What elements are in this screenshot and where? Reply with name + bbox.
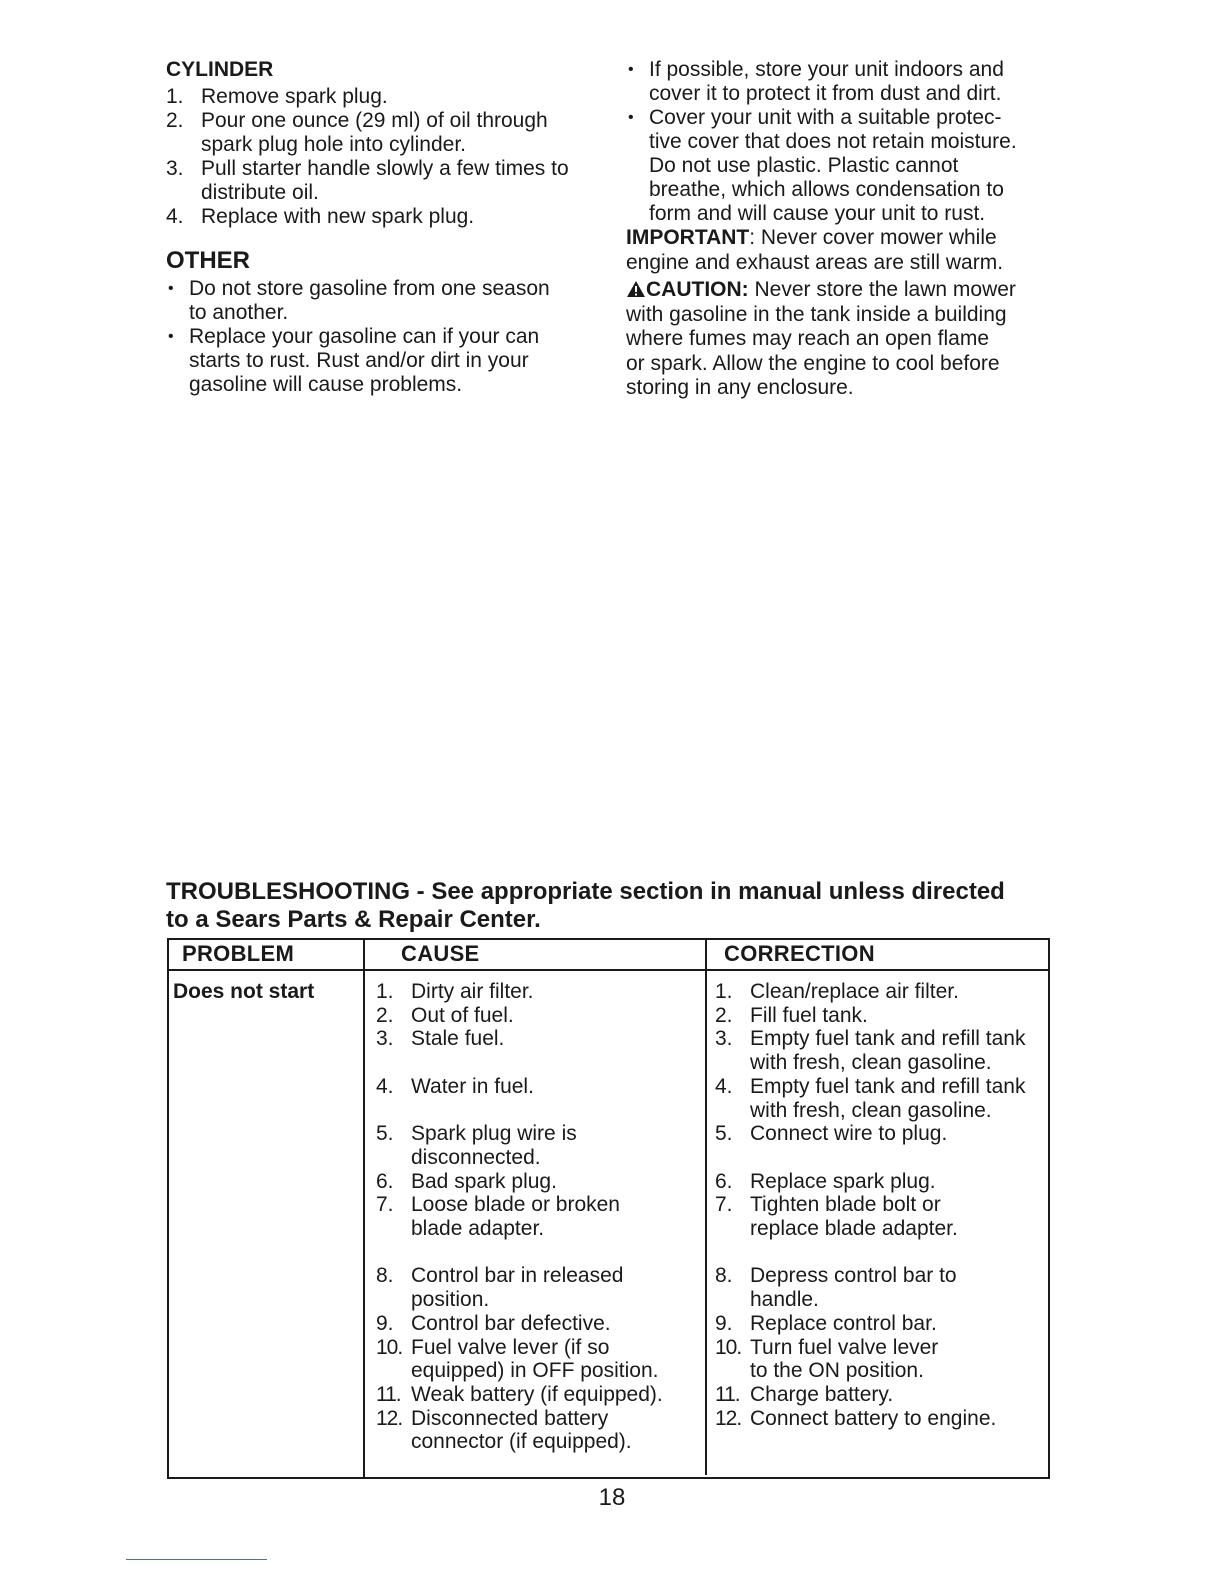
cause-item	[376, 1075, 706, 1122]
correction-item-number: 9.	[715, 1311, 733, 1335]
cause-item-line: Bad spark plug.	[411, 1169, 557, 1193]
cylinder-heading: CYLINDER	[166, 58, 274, 81]
cause-item	[376, 1004, 706, 1028]
cause-item-line: Dirty air filter.	[411, 980, 534, 1003]
correction-item	[715, 1336, 1045, 1383]
other-heading: OTHER	[166, 247, 250, 274]
other-bullet-line: to another.	[189, 301, 289, 324]
correction-item	[715, 1193, 1045, 1264]
storage-bullet-line: form and will cause your unit to rust.	[649, 202, 986, 225]
cause-item-number: 11.	[376, 1382, 401, 1406]
header-problem: PROBLEM	[182, 941, 295, 966]
correction-item-number: 2.	[715, 1003, 733, 1027]
correction-item	[715, 1122, 1045, 1169]
correction-item	[715, 1170, 1045, 1194]
cylinder-step-number: 3.	[166, 157, 184, 180]
cause-item	[376, 1193, 706, 1264]
cause-item	[376, 1407, 706, 1454]
cylinder-step-line: Remove spark plug.	[201, 85, 388, 108]
cause-item-line: Weak battery (if equipped).	[411, 1382, 663, 1406]
cause-item-number: 7.	[376, 1193, 394, 1217]
cause-item	[376, 1170, 706, 1194]
cause-item-line: disconnected.	[411, 1145, 541, 1169]
cause-item-number: 5.	[376, 1122, 394, 1146]
correction-item	[715, 1004, 1045, 1028]
storage-bullets	[626, 58, 1066, 226]
cause-item-line: position.	[411, 1288, 490, 1312]
cylinder-step-line: distribute oil.	[201, 181, 319, 204]
cause-item	[376, 1336, 706, 1383]
troubleshooting-title	[166, 878, 1066, 934]
cause-item-line	[411, 1241, 417, 1264]
cause-item-line	[411, 1051, 417, 1074]
storage-bullet-line: breathe, which allows condensation to	[649, 178, 1004, 201]
correction-item-line	[750, 1146, 756, 1169]
correction-item-number: 8.	[715, 1264, 733, 1288]
cause-item	[376, 1027, 706, 1074]
cause-item-number: 3.	[376, 1027, 394, 1051]
correction-item-line: Connect battery to engine.	[750, 1406, 997, 1430]
correction-item-number: 12.	[715, 1406, 742, 1430]
cause-item-line: blade adapter.	[411, 1217, 545, 1241]
cause-item-number: 2.	[376, 1003, 394, 1027]
bullet-icon: •	[628, 109, 634, 126]
important-note	[626, 226, 1066, 275]
correction-item-line: Charge battery.	[750, 1382, 894, 1406]
bullet-icon: •	[168, 328, 174, 345]
left-column	[166, 58, 606, 397]
important-line-1: engine and exhaust areas are still warm.	[626, 250, 1004, 274]
correction-item-number: 10.	[715, 1335, 742, 1359]
other-bullet	[166, 325, 606, 397]
correction-item-line: to the ON position.	[750, 1359, 924, 1383]
cause-item-line: Disconnected battery	[411, 1406, 609, 1430]
storage-bullet-line: Cover your unit with a suitable protec-	[649, 106, 1002, 129]
cause-item	[376, 1312, 706, 1336]
correction-item	[715, 1027, 1045, 1074]
cylinder-step	[166, 205, 606, 229]
correction-item	[715, 1075, 1045, 1122]
page-number: 18	[598, 1484, 626, 1511]
caution-line-3: or spark. Allow the engine to cool before	[626, 351, 1000, 375]
correction-item-line: Depress control bar to	[750, 1264, 957, 1288]
troubleshooting-table	[167, 938, 1050, 1479]
correction-item-number: 4.	[715, 1074, 733, 1098]
correction-item-line: Connect wire to plug.	[750, 1122, 948, 1146]
correction-item-line: Replace control bar.	[750, 1311, 937, 1335]
correction-list	[715, 980, 1045, 1430]
storage-bullet-line: cover it to protect it from dust and dirt.	[649, 82, 1002, 105]
right-column	[626, 58, 1066, 401]
correction-item	[715, 1407, 1045, 1431]
cylinder-step-line: Pull starter handle slowly a few times to	[201, 157, 569, 180]
correction-item-line: with fresh, clean gasoline.	[750, 1098, 992, 1122]
correction-item-number: 5.	[715, 1122, 733, 1146]
correction-item-line: with fresh, clean gasoline.	[750, 1051, 992, 1075]
troubleshooting-title-line-0: TROUBLESHOOTING - See appropriate section in manual unless directed	[166, 878, 1005, 905]
cause-item	[376, 1264, 706, 1311]
cause-list	[376, 980, 706, 1454]
other-bullet-line: Replace your gasoline can if your can	[189, 325, 540, 348]
cylinder-steps	[166, 85, 606, 229]
caution-note	[626, 278, 1066, 401]
caution-line-1: with gasoline in the tank inside a building	[626, 302, 1007, 326]
cause-item-line: connector (if equipped).	[411, 1430, 632, 1454]
cause-item-line: equipped) in OFF position.	[411, 1359, 659, 1383]
cause-item-number: 8.	[376, 1264, 394, 1288]
bullet-icon: •	[168, 280, 174, 297]
cause-item-line: Control bar defective.	[411, 1311, 611, 1335]
cause-item-line	[411, 1099, 417, 1122]
storage-bullet	[626, 106, 1066, 226]
cylinder-step	[166, 85, 606, 109]
correction-item-line: Empty fuel tank and refill tank	[750, 1027, 1026, 1051]
cause-item-number: 6.	[376, 1169, 394, 1193]
cause-item-line: Control bar in released	[411, 1264, 624, 1288]
correction-item-number: 7.	[715, 1193, 733, 1217]
cause-item-number: 12.	[376, 1406, 403, 1430]
cause-item	[376, 1383, 706, 1407]
correction-item-line: Fill fuel tank.	[750, 1003, 868, 1027]
caution-line-2: where fumes may reach an open flame	[626, 327, 990, 350]
other-bullet-line: starts to rust. Rust and/or dirt in your	[189, 349, 529, 372]
cylinder-step-number: 1.	[166, 85, 184, 108]
warning-triangle-icon	[626, 280, 646, 298]
column-divider	[363, 940, 365, 1477]
important-label: IMPORTANT	[626, 226, 750, 249]
other-bullets	[166, 277, 606, 397]
correction-item-line: replace blade adapter.	[750, 1217, 958, 1241]
header-cause: CAUSE	[401, 941, 480, 966]
correction-item-number: 6.	[715, 1169, 733, 1193]
cause-item-line: Fuel valve lever (if so	[411, 1335, 610, 1359]
other-bullet-line: Do not store gasoline from one season	[189, 277, 550, 300]
cause-item-number: 9.	[376, 1311, 394, 1335]
cylinder-step	[166, 157, 606, 205]
cause-item-line: Water in fuel.	[411, 1074, 534, 1098]
header-correction: CORRECTION	[724, 941, 875, 966]
cylinder-step-line: Replace with new spark plug.	[201, 205, 475, 228]
problem-cell: Does not start	[173, 980, 315, 1003]
correction-item-line: Replace spark plug.	[750, 1169, 936, 1193]
cause-item-number: 1.	[376, 980, 394, 1003]
other-bullet-line: gasoline will cause problems.	[189, 373, 463, 396]
correction-item	[715, 1383, 1045, 1407]
cause-item-line: Out of fuel.	[411, 1003, 514, 1027]
correction-item-number: 11.	[715, 1382, 740, 1406]
cause-item-number: 10.	[376, 1335, 403, 1359]
storage-bullet	[626, 58, 1066, 106]
storage-bullet-line: Do not use plastic. Plastic cannot	[649, 154, 959, 177]
cause-item-line: Spark plug wire is	[411, 1122, 577, 1146]
correction-item-line: Clean/replace air filter.	[750, 980, 959, 1003]
correction-item	[715, 980, 1045, 1004]
correction-item	[715, 1264, 1045, 1311]
correction-item-line: handle.	[750, 1288, 819, 1312]
cause-item-line: Stale fuel.	[411, 1027, 505, 1051]
storage-bullet-line: If possible, store your unit indoors and	[649, 58, 1004, 81]
troubleshooting-title-line-1: to a Sears Parts & Repair Center.	[166, 906, 541, 933]
bullet-icon: •	[628, 61, 634, 78]
other-bullet	[166, 277, 606, 325]
correction-item-line: Tighten blade bolt or	[750, 1193, 941, 1217]
footer-rule	[126, 1559, 267, 1560]
caution-label: CAUTION:	[646, 278, 749, 301]
correction-item-line: Empty fuel tank and refill tank	[750, 1074, 1026, 1098]
cylinder-step-line: spark plug hole into cylinder.	[201, 133, 466, 156]
storage-bullet-line: tive cover that does not retain moisture.	[649, 130, 1017, 153]
cause-item	[376, 980, 706, 1004]
cylinder-step-number: 4.	[166, 205, 184, 228]
cylinder-step-line: Pour one ounce (29 ml) of oil through	[201, 109, 548, 132]
cause-item-number: 4.	[376, 1074, 394, 1098]
correction-item	[715, 1312, 1045, 1336]
cause-item-line: Loose blade or broken	[411, 1193, 620, 1217]
cylinder-step-number: 2.	[166, 109, 184, 132]
correction-item-line: Turn fuel valve lever	[750, 1335, 939, 1359]
correction-item-number: 3.	[715, 1027, 733, 1051]
correction-item-number: 1.	[715, 980, 733, 1003]
caution-line-0: Never store the lawn mower	[748, 278, 1016, 301]
header-divider	[169, 969, 1048, 971]
cause-item	[376, 1122, 706, 1169]
important-line-0: : Never cover mower while	[749, 226, 997, 249]
caution-line-4: storing in any enclosure.	[626, 376, 854, 399]
cylinder-step	[166, 109, 606, 157]
correction-item-line	[750, 1241, 756, 1264]
